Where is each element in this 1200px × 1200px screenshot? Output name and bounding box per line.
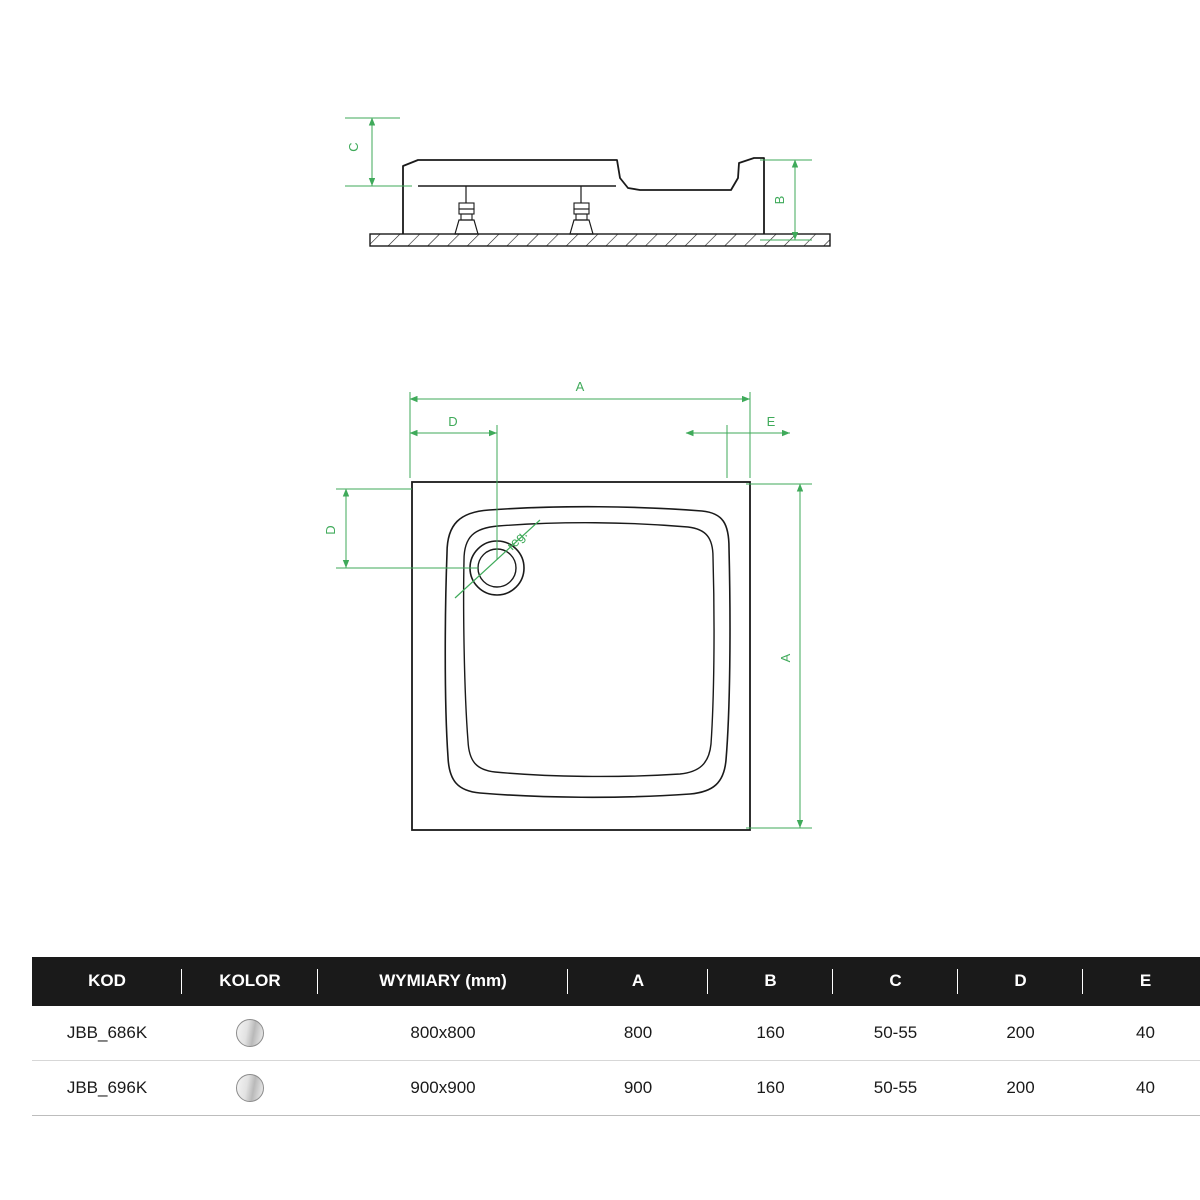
cell-e: 40 (1083, 1061, 1200, 1116)
color-swatch-icon (236, 1019, 264, 1047)
cell-wymiary: 900x900 (318, 1061, 568, 1116)
column-header-b-label: B (764, 971, 777, 990)
dimension-d-top (410, 414, 497, 560)
column-header-d (958, 957, 1083, 1006)
drain-reg-label: reg. (503, 526, 531, 554)
cell-d: 200 (958, 1061, 1083, 1116)
spec-table (32, 957, 1200, 1116)
column-header-wymiary-label: WYMIARY (mm) (379, 971, 507, 990)
table-row (32, 1006, 1200, 1061)
side-view-group (345, 118, 830, 246)
dimension-label-c: C (346, 142, 361, 152)
cell-e: 40 (1083, 1006, 1200, 1061)
column-header-b (708, 957, 833, 1006)
column-header-e (1083, 957, 1200, 1006)
dimension-label-a-right: A (778, 653, 793, 663)
top-view-group (323, 379, 812, 830)
tray-outline (412, 482, 750, 830)
column-header-c-label: C (889, 971, 902, 990)
dimension-a-right (746, 484, 812, 828)
dimension-label-d-top: D (448, 414, 458, 429)
column-header-kolor (182, 957, 318, 1006)
column-header-d-label: D (1014, 971, 1027, 990)
cell-kod: JBB_696K (32, 1061, 182, 1116)
support-leg-1 (455, 186, 478, 234)
table-row (32, 1061, 1200, 1116)
cell-kolor (182, 1061, 318, 1116)
cell-kolor (182, 1006, 318, 1061)
cell-c: 50-55 (833, 1061, 958, 1116)
column-header-a (568, 957, 708, 1006)
dimension-b (760, 160, 812, 240)
dimension-label-d-left: D (323, 525, 338, 535)
column-header-wymiary (318, 957, 568, 1006)
cell-a: 800 (568, 1006, 708, 1061)
column-header-e-label: E (1139, 971, 1152, 990)
basin-floor-outline (464, 523, 714, 777)
dimension-label-e-top: E (766, 414, 776, 429)
tray-side-profile (403, 158, 764, 234)
basin-rim-outer (445, 507, 730, 798)
dimension-e-top (686, 414, 790, 478)
cell-wymiary: 800x800 (318, 1006, 568, 1061)
cell-kod: JBB_686K (32, 1006, 182, 1061)
column-header-kod (32, 957, 182, 1006)
spec-table-body (32, 1006, 1200, 1116)
spec-table-head (32, 957, 1200, 1006)
column-header-c (833, 957, 958, 1006)
cell-d: 200 (958, 1006, 1083, 1061)
cell-b: 160 (708, 1061, 833, 1116)
color-swatch-icon (236, 1074, 264, 1102)
dimension-a-top (410, 379, 750, 478)
dimension-label-a-top: A (575, 379, 585, 394)
column-header-kod-label: KOD (88, 971, 126, 990)
cell-a: 900 (568, 1061, 708, 1116)
dimension-d-left (323, 489, 478, 568)
support-leg-2 (570, 186, 593, 234)
column-header-kolor-label: KOLOR (219, 971, 281, 990)
dimension-c (345, 118, 412, 186)
column-header-a-label: A (631, 971, 645, 990)
table-header-row (32, 957, 1200, 1006)
dimension-label-b: B (772, 195, 787, 205)
cell-b: 160 (708, 1006, 833, 1061)
cell-c: 50-55 (833, 1006, 958, 1061)
